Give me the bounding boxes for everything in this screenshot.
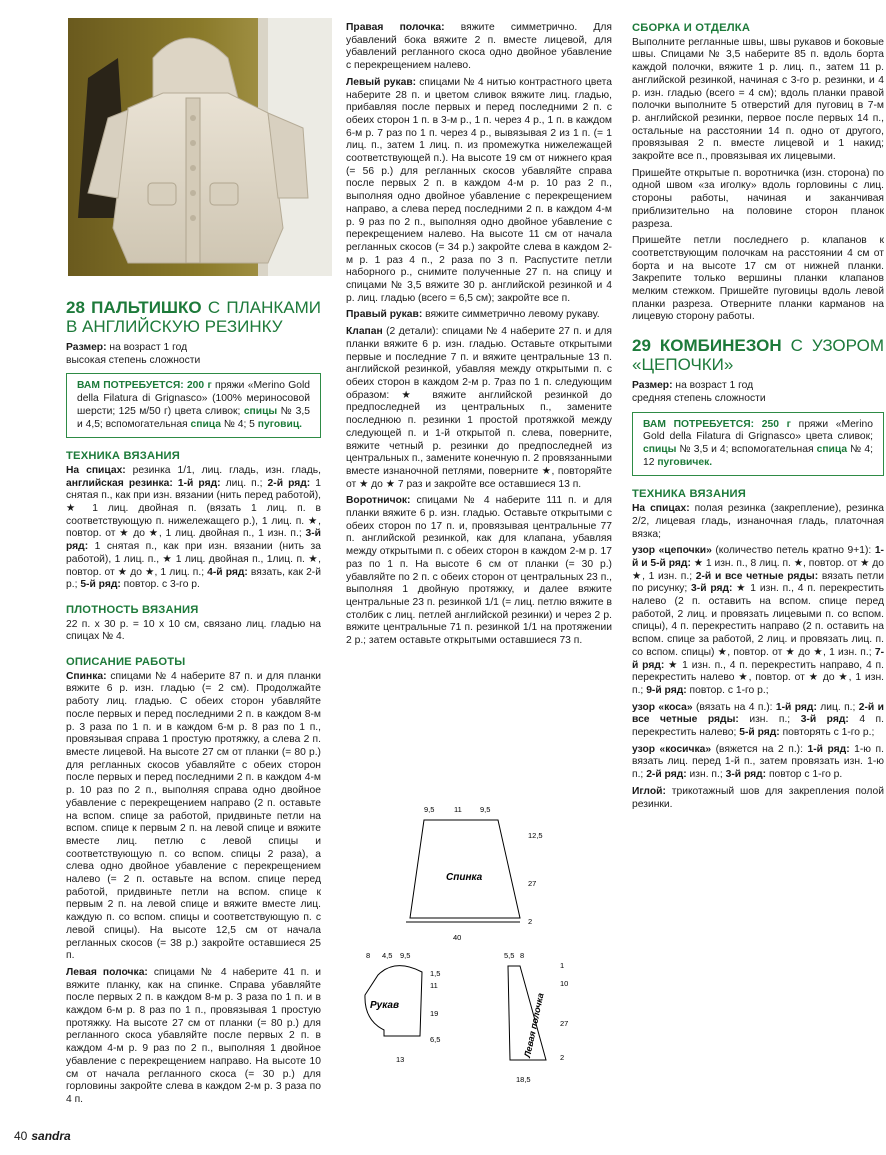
back-bottom-dim: 40 xyxy=(453,933,462,942)
pattern29-title-bold: КОМБИНЕЗОН xyxy=(659,336,782,356)
back-label: Спинка xyxy=(446,872,483,883)
needs-buttons: пуговиц. xyxy=(254,418,303,430)
materials-box xyxy=(66,373,321,438)
coat-illustration xyxy=(68,18,332,276)
density-text: 22 п. х 30 р. = 10 х 10 см, связано лиц. гладью на спицах № 4. xyxy=(66,618,321,643)
front-right-dim: 27 xyxy=(560,1019,569,1028)
size-label: Размер: xyxy=(66,342,107,353)
needs-label: ВАМ ПОТРЕБУЕТСЯ: xyxy=(77,380,184,392)
size-value: на возраст 1 год xyxy=(672,380,754,392)
front-top-dim: 5,5 xyxy=(504,951,515,960)
right-front-description: Правая полочка: вяжите симметрично. Для убавлений бока вяжите 2 п. вместе лицевой, для убавлений регланного скоса одно двойное убавление с перекрещением налево. xyxy=(346,22,612,72)
column-middle-text xyxy=(346,22,612,652)
back-right-dim: 27 xyxy=(528,879,537,888)
pattern28-title xyxy=(66,298,321,336)
section-header: СБОРКА И ОТДЕЛКА xyxy=(632,22,751,34)
front-right-dim: 10 xyxy=(560,979,569,988)
needs-text: пряжи «Merino Gold della Filatura di Grignasco» (100% мериносовой шерсти; 125 м/50 г) цвета сливок; xyxy=(77,380,310,417)
product-photo xyxy=(68,18,332,276)
needs-needles: спицы xyxy=(240,405,278,417)
front-label: Левая полочка xyxy=(522,992,546,1059)
pattern28-title-bold: ПАЛЬТИШКО xyxy=(91,298,202,317)
sleeve-right-dim: 11 xyxy=(430,981,438,990)
back-description: Спинка: спицами № 4 наберите 87 п. и для планки вяжите 6 р. изн. гладью (= 2 см). Продолжайте работу лиц. гладью. С обеих сторон убавляйте после первых и перед последними 2 п. в каждом 8-м р. 3 раза по 1 п. и в каждом 6-м р. 8 раз по 1 п., провязывая справа 1 простую протяжку, а слева 2 п. вместе лицевой. На высоте 27 см от планки (= 80 р.) для регланных скосов убавляйте с обеих сторон после первых и перед последними 2 п. в каждом 4-м р. 10 раз по 2 п., выполняя справа одно двойное убавление с перекрещением направо (2 п. оставьте на вспом. спице за работой, придвиньте петли на вспом. спице к первым 2 п. на левой спице и вяжите вместе лиц. петлю с левой спицы и соответствующую п. со вспом. спицы 2 раза), а слева одно двойное убавление с перекрещением налево (= 2 п. оставьте на вспом. спице перед работой, придвиньте петли на вспом. спице к первым 2 п. на левой спице и вяжите вместе лиц. каждую п. со вспом. спицы и соответствующую п. с левой спицы). На высоте 12,5 см от начала регланных скосов (= 38 р.) закройте оставшиеся 25 п. xyxy=(66,670,321,962)
pattern28-number: 28 xyxy=(66,298,85,317)
assembly-text: Пришейте петли последнего р. клапанов к соответствующим полочкам на расстоянии 4 см от борта и на высоте 17 см от нижней планки. Закрепите только вершины планки клапанов мелким стежком. Пришейте пуговицы вдоль левой планки разреза. Отверните планки карманов на лицевую сторону работы. xyxy=(632,235,884,323)
braid-pattern-text: узор «коса» (вязать на 4 п.): 1-й ряд: лиц. п.; 2-й и все четные ряды: изн. п.; 3-й ряд: 4 п. перекрестить налево; 5-й ряд: повторять с 1-го р.; xyxy=(632,701,884,739)
right-sleeve-description: Правый рукав: вяжите симметрично левому рукаву. xyxy=(346,309,600,321)
assembly-text: Пришейте открытые п. воротничка (изн. сторона) по одной швом «за иголку» вдоль горловины с лиц. стороны работы, начиная и заканчивая приблизительно на половине сторон планок разреза. xyxy=(632,167,884,230)
needs-text: № 4; 5 xyxy=(220,418,255,430)
sleeve-top-dim: 8 xyxy=(366,951,371,960)
technique-text: На спицах: полая резинка (закрепление), резинка 2/2, лицевая гладь, изнаночная гладь, платочная вязка; xyxy=(632,503,884,540)
pattern29-number: 29 xyxy=(632,336,651,356)
needs-text: № 3,5 и 4,5; вспомогательная xyxy=(77,405,310,430)
front-bottom-dim: 18,5 xyxy=(516,1075,531,1084)
difficulty: высокая степень сложности xyxy=(66,354,201,366)
technique-text: На спицах: резинка 1/1, лиц. гладь, изн. гладь, английская резинка: 1-й ряд: лиц. п.; 2-й ряд: 1 снятая п., как при изн. вязании (нить перед работой), ★ 1 лиц. двойная п. (вязать 1 лиц. п. в соответствующую п. нижележащего р.), 1 лиц. п. ★, повтор. от ★ до ★, 1 лиц. двойная п., 1 изн. п.; 3-й ряд: 1 снятая п., как при изн. вязании (нить за работой), 1 лиц. п., ★ 1 лиц. двойная п., 1лиц. п. ★, повтор. от ★ до ★, 1 лиц. п.; 4-й ряд: вязать, как 2-й р.; 5-й ряд: повтор. с 3-го р. xyxy=(66,464,322,591)
left-front-description: Левая полочка: спицами № 4 наберите 41 п. и вяжите планку, как на спинке. Справа убавляйте после первых 2 п. в каждом 8-м р. 3 раза по 1 п. и в каждом 6-м р. 8 раз по 1 п., провязывая 1 простую протяжку. На высоте 27 см от планки (= 80 р.) для регланного скоса убавляйте после первых 2 п. в каждом 4-м р. 9 раз по 2 п., выполняя 1 двойное убавление с перекрещением направо. На высоте 10 см от начала регланного скоса (= 30 р.) для горловины закройте слева в каждом 2-м р. 3 раза по 4 п. xyxy=(66,966,321,1105)
magazine-brand: sandra xyxy=(31,1129,71,1143)
section-header: ОПИСАНИЕ РАБОТЫ xyxy=(66,656,186,669)
page-footer xyxy=(14,1129,71,1143)
assembly-text: Выполните регланные швы, швы рукавов и боковые швы. Спицами № 3,5 наберите 85 п. вдоль борта каждой полочки, вяжите 1 р. лиц. п., затем 11 р. английской резинкой, начиная с 3-го р. резинки, и 4 р. изн. гладью (всего = 4 см); вдоль планки правой полочки выполните 5 отверстий для пуговиц в 7-м р. английской резинки, первое после первых 14 п., остальные на расстоянии 14 п. одно от другого, провязывая 2 п. вместе лицевой и 1 накид; закройте все п., провязывая их лицевыми. xyxy=(632,36,884,163)
sleeve-right-dim: 19 xyxy=(430,1009,439,1018)
back-top-dim: 9,5 xyxy=(424,805,435,814)
needle-text: Иглой: трикотажный шов для закрепления полой резинки. xyxy=(632,785,884,810)
section-header: ТЕХНИКА ВЯЗАНИЯ xyxy=(632,488,746,501)
section-header: ПЛОТНОСТЬ ВЯЗАНИЯ xyxy=(66,603,199,616)
front-right-dim: 2 xyxy=(560,1053,565,1062)
sleeve-right-dim: 6,5 xyxy=(430,1035,441,1044)
back-shape xyxy=(410,820,520,918)
back-right-dim: 12,5 xyxy=(528,831,543,840)
needs-aux-needle: спица xyxy=(187,418,221,430)
left-sleeve-description: Левый рукав: спицами № 4 нитью контрастного цвета наберите 28 п. и цветом сливок вяжите лиц. гладью, прибавляя после первых и перед последними 2 п. с обеих сторон 1 п. в 3-м р., 1 п. через 4 р., 1 п. в каждом 6-м р. 7 раз по 1 п. через 4 р., вывязывая 2 из 1 п. (= 1 лиц. п., затем 1 лиц. п. из промежутка нижележащей соответствующей п.). На высоте 19 см от нижнего края (= 56 р.) для регланных скосов убавляйте справа после первых 2 п. в каждом 4-м р. 10 раз 2 п., выполняя одно двойное убавление с перекрещением направо, а слева перед последними 2 п. в каждом 4-м р. 9 раз по 2 п., выполняя одно двойное убавление с перекрещением налево. На высоте 11 см от начала регланных скосов (= 34 р.) закройте слева в каждом 2-м р. 1 раз 4 п., 2 раза по 3 п. Распустите петли наборного р., снимите полученные 27 п. на спицу и спицами № 3,5 вяжите 30 р. английской резинкой и 4 р. лиц. гладью (всего = 6,5 см); закройте все п. xyxy=(346,76,612,304)
sleeve-right-dim: 1,5 xyxy=(430,969,441,978)
section-header: ТЕХНИКА ВЯЗАНИЯ xyxy=(66,450,180,463)
front-right-dim: 1 xyxy=(560,961,565,970)
flap-description: Клапан (2 детали): спицами № 4 наберите 27 п. и для планки вяжите 6 р. изн. гладью. Оставьте открытыми первые и последние 7 п. и вяжите центральные 13 п. английской резинкой, убавляя между открытыми п. с обеих сторон в каждом 2-м р. 7раз по 1 п. следующим образом: ★ вяжите английской резинкой до предпоследней из центральных п., замените последнюю п. резинки 1 простой протяжкой между следующей п. и 1-й открытой п. слева, поверните, вяжите четный р. резинки до предпоследней из центральных п., замените конечную п. 2 провязанными вместе изнаночной петлями, поверните ★, повторяйте от ★ до ★ 7 раз и закройте все оставшиеся 13 п. xyxy=(346,326,612,490)
collar-description: Воротничок: спицами № 4 наберите 111 п. и для планки вяжите 6 р. изн. гладью. Оставьте открытыми с обеих сторон по 17 п. и, провязывая центральные 77 п. английской резинкой, как для клапана, убавляя между открытыми п. с обеих сторон в каждом 2-м р. 17 раз по 1 п. На высоте 6 см от планки (= 30 р.) убавляйте по 2 п. с обеих сторон от центральных 23 п., выполняя 1 двойную протяжку, и далее вяжите центральные 23 п. резинкой 1/1 (= лиц. петлю вяжите в столбик с лиц. петлей английской резинки) и через 2 р. вяжите центральные 71 п. резинкой 1/1 на протяжении 2 р.; затем оставьте открытыми оставшиеся 73 п. xyxy=(346,495,612,647)
back-right-dim: 2 xyxy=(528,917,533,926)
sleeve-label: Рукав xyxy=(370,1000,400,1011)
back-top-dim: 9,5 xyxy=(480,805,491,814)
chain-pattern-text: узор «цепочки» (количество петель кратно 9+1): 1-й и 5-й ряд: ★ 1 изн. п., 8 лиц. п. ★, повтор. от ★ до ★, 1 изн. п.; 2-й и все четные ряды: вязать петли по рисунку; 3-й ряд: ★ 1 изн. п., 4 п. перекрестить налево (2 п. оставить на вспом. спице перед работой, 2 лиц. и провязать лицевыми п. со вспом. спицы), 4 п. перекрестить направо (2 п. оставить на вспом. спице за работой, 2 лиц. и провязать лиц. п. со вспом. спицы) ★, повтор. от ★ до ★, 1 изн. п.; 7-й ряд: ★ 1 изн. п., 4 п. перекрестить направо, 4 п. перекрестить налево ★, повтор. от ★ до ★, 1 изн. п.; 9-й ряд: повтор. с 1-го р.; xyxy=(632,545,885,696)
sleeve-top-dim: 9,5 xyxy=(400,951,411,960)
front-top-dim: 8 xyxy=(520,951,525,960)
column-left xyxy=(66,298,321,1107)
sleeve-bottom-dim: 13 xyxy=(396,1055,405,1064)
page-number: 40 xyxy=(14,1129,28,1143)
column-right xyxy=(632,22,884,815)
materials-box: ВАМ ПОТРЕБУЕТСЯ: 250 г пряжи «Merino Gold della Filatura di Grignasco» цвета сливок; спицы № 3,5 и 4; вспомогательная спица № 4; 12 пуговичек. xyxy=(632,412,884,477)
back-top-dim: 11 xyxy=(454,805,462,814)
size-value: на возраст 1 год xyxy=(106,342,188,353)
needs-yarn-weight: 200 г xyxy=(183,380,212,392)
pattern-diagram xyxy=(350,790,610,1090)
pattern28-title-rest: С ПЛАНКАМИ В АНГЛИЙСКУЮ РЕЗИНКУ xyxy=(66,298,321,336)
pattern29-title xyxy=(632,336,884,374)
sleeve-top-dim: 4,5 xyxy=(382,951,393,960)
pattern29-title-rest: С УЗОРОМ «ЦЕПОЧКИ» xyxy=(632,336,884,375)
pigtail-pattern-text: узор «косичка» (вяжется на 2 п.): 1-й ряд: 1-ю п. вязать лиц. перед 1-й п., затем провязать изн. 1-ю п.; 2-й ряд: изн. п.; 3-й ряд: повтор с 1-го р. xyxy=(632,743,884,781)
size-label: Размер: xyxy=(632,380,673,392)
difficulty: средняя степень сложности xyxy=(632,392,766,404)
